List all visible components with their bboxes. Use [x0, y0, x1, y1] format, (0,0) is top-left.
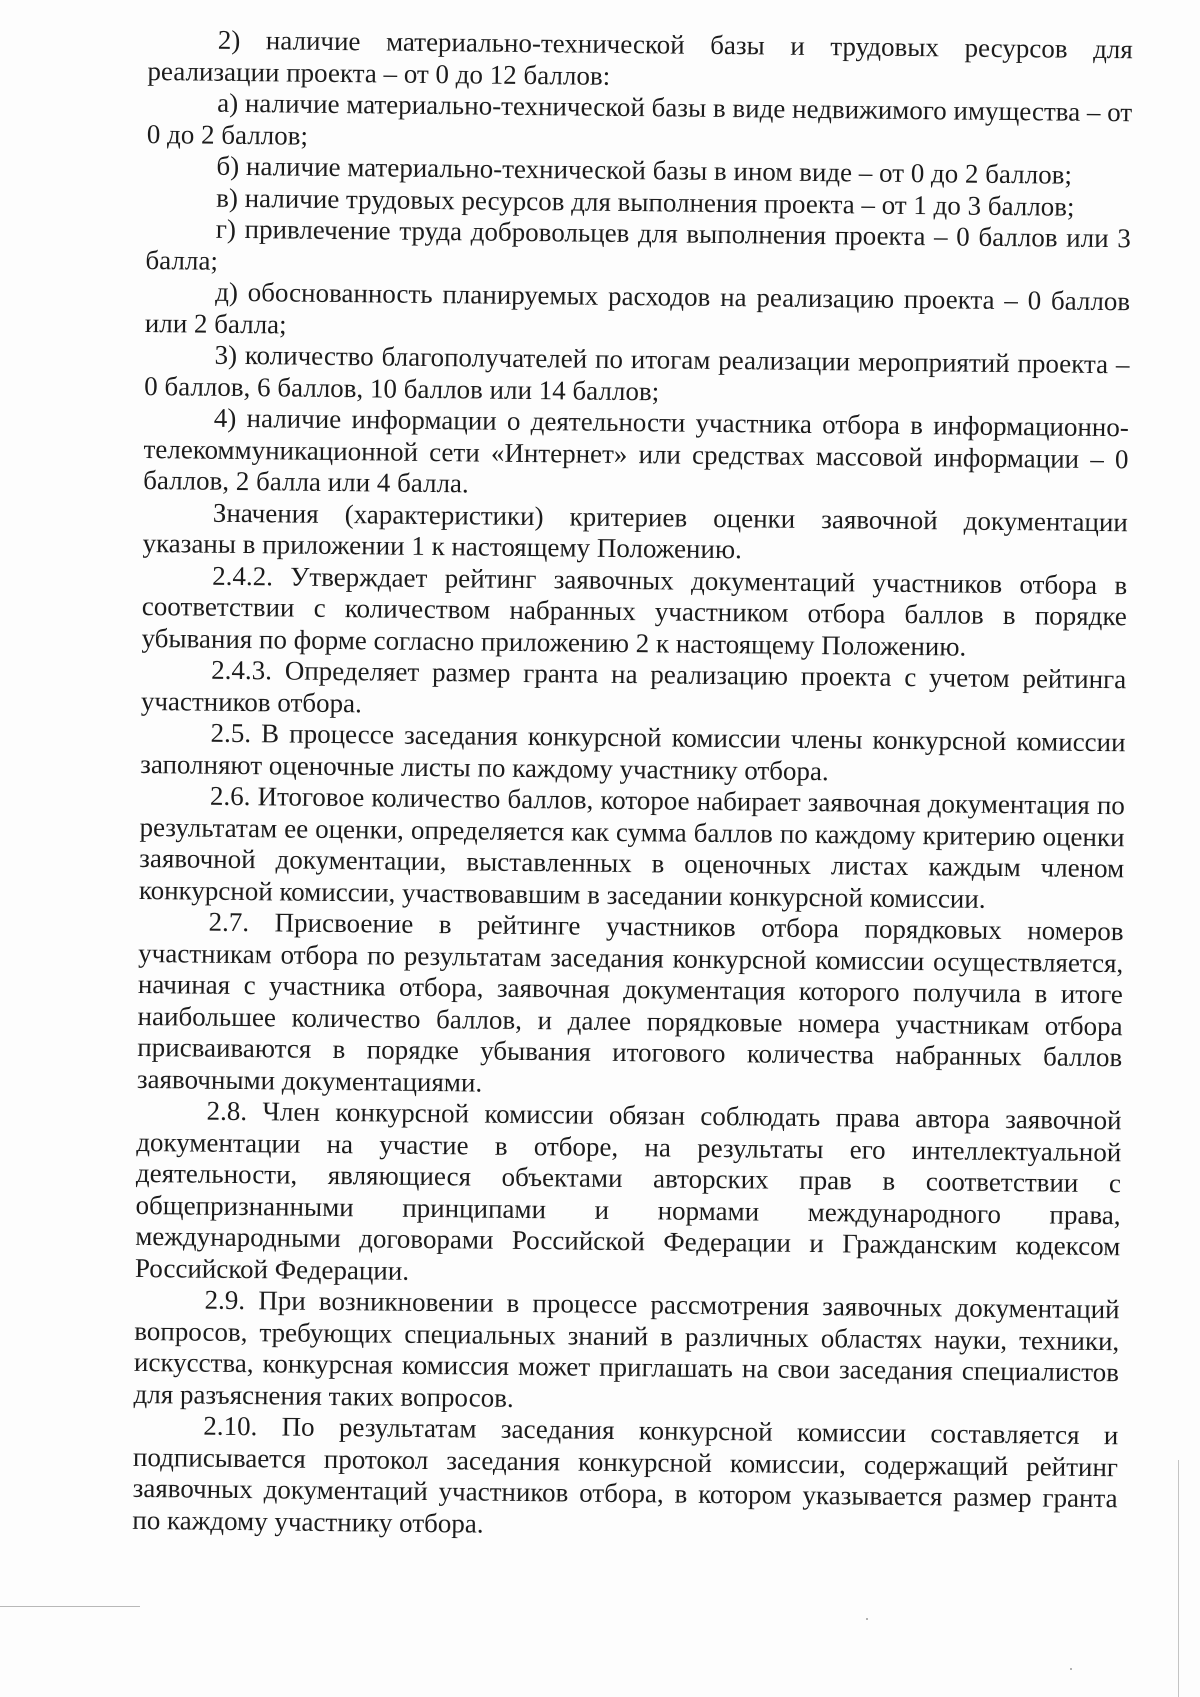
scan-artifact-dot [866, 1618, 868, 1620]
paragraph-2-8: 2.8. Член конкурсной комиссии обязан соблюдать права автора заявочной документации на участие в отборе, на результаты его интеллектуальной деятельности, являющиеся объектами авторских прав в соответствии с общепризнанными принципами и нормами международного права, международными договорами Российской Федерации и Гражданским кодексом Российской Федерации. [134, 1095, 1122, 1286]
paragraph-2-7: 2.7. Присвоение в рейтинге участников отбора порядковых номеров участникам отбора по результатам заседания конкурсной комиссии осуществляется, начиная с участника отбора, заявочная документация которого получила в итоге наибольшее количество баллов, и далее порядковые номера участникам отбора присваиваются в порядке убывания итогового количества набранных баллов заявочными документациями. [136, 906, 1124, 1098]
paragraph-criterion-2b: б) наличие материально-технической базы в ином виде – от 0 до 2 баллов; [216, 150, 1073, 190]
paragraph-criterion-2v: в) наличие трудовых ресурсов для выполнения проекта – от 1 до 3 баллов; [216, 182, 1075, 222]
scan-artifact-edge [1178, 1460, 1179, 1697]
paragraph-2-4-2: 2.4.2. Утверждает рейтинг заявочных документаций участников отбора в соответствии с количеством набранных участником отбора баллов в порядке убывания по форме согласно приложению 2 к настоящему Положению. [141, 560, 1128, 662]
paragraph-criteria-values: Значения (характеристики) критериев оценки заявочной документации указаны в приложении 1 к настоящему Положению. [142, 497, 1128, 565]
paragraph-2-9: 2.9. При возникновении в процессе рассмотрения заявочных документаций вопросов, требующих специальных знаний в различных областях науки, техники, искусства, конкурсная комиссия может приглашать на свои заседания специалистов для разъяснения таких вопросов. [133, 1284, 1120, 1413]
paragraph-criterion-2: 2) наличие материально-технической базы и трудовых ресурсов для реализации проекта – от 0 до 12 баллов: [147, 24, 1133, 91]
scan-artifact-line [0, 1606, 140, 1607]
paragraph-2-5: 2.5. В процессе заседания конкурсной комиссии члены конкурсной комиссии заполняют оценочные листы по каждому участнику отбора. [140, 717, 1126, 786]
paragraph-criterion-2a: а) наличие материально-технической базы в виде недвижимого имущества – от 0 до 2 баллов; [146, 87, 1133, 151]
paragraph-2-10: 2.10. По результатам заседания конкурсной комиссии составляется и подписывается протокол заседания конкурсной комиссии, содержащий рейтинг заявочных документаций участников отбора, в котором указывается размер гранта по каждому участнику отбора. [132, 1410, 1119, 1539]
paragraph-criterion-3: 3) количество благополучателей по итогам реализации мероприятий проекта – 0 баллов, 6 баллов, 10 баллов или 14 баллов; [144, 339, 1130, 406]
paragraph-criterion-4: 4) наличие информации о деятельности участника отбора в информационно-телекоммуникационной сети «Интернет» или средствах массовой информации – 0 баллов, 2 балла или 4 балла. [143, 402, 1129, 499]
document-body [132, 24, 1133, 1546]
paragraph-criterion-2g: г) привлечение труда добровольцев для выполнения проекта – 0 баллов или 3 балла; [145, 213, 1131, 276]
paragraph-2-6: 2.6. Итоговое количество баллов, которое набирает заявочная документация по результатам ее оценки, определяется как сумма баллов по каждому критерию оценки заявочной документации, выставленных в оценочных листах каждым членом конкурсной комиссии, участвовавшим в заседании конкурсной комиссии. [138, 780, 1126, 914]
paragraph-criterion-2d: д) обоснованность планируемых расходов на реализацию проекта – 0 баллов или 2 балла; [144, 276, 1131, 339]
paragraph-2-4-3: 2.4.3. Определяет размер гранта на реализацию проекта с учетом рейтинга участников отбора. [140, 654, 1127, 718]
scan-artifact-dot [1070, 1668, 1072, 1670]
